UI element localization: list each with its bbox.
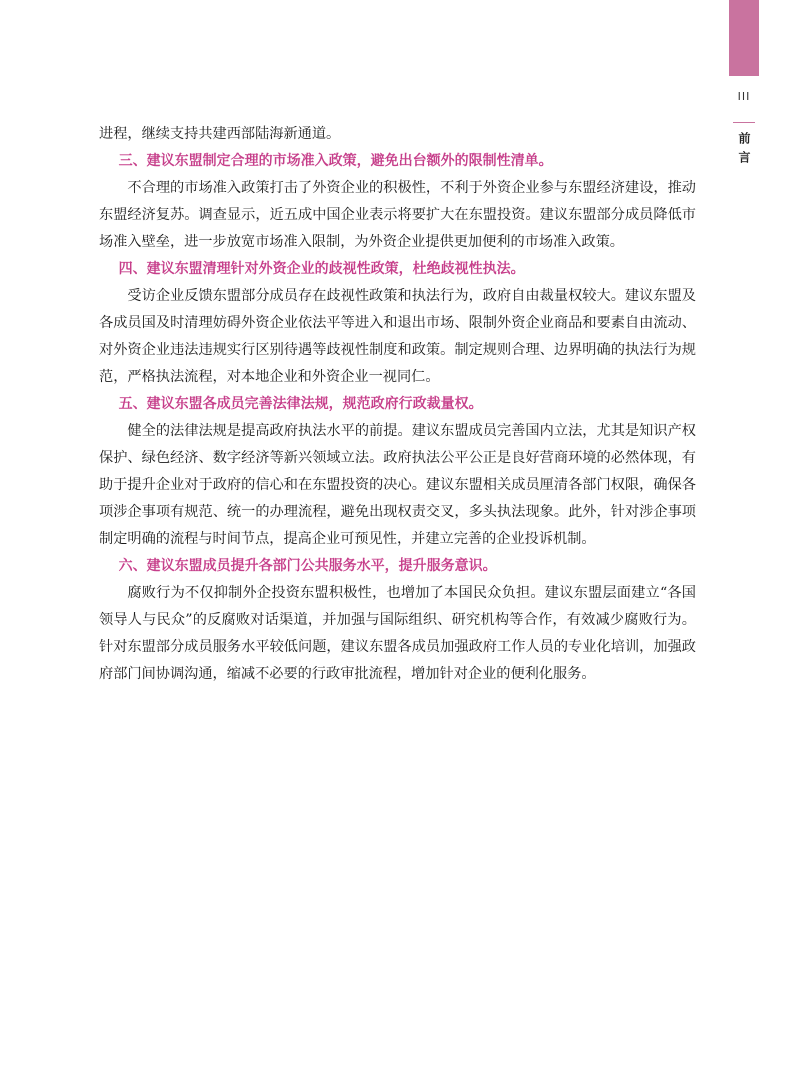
paragraph-section-3: 不合理的市场准入政策打击了外资企业的积极性，不利于外资企业参与东盟经济建设，推动东盟经济复苏。调查显示，近五成中国企业表示将要扩大在东盟投资。建议东盟部分成员降低市场准入壁垒，进一步放宽市场准入限制，为外资企业提供更加便利的市场准入政策。	[99, 180, 696, 250]
chapter-tab	[729, 0, 759, 76]
page-number: III	[737, 90, 751, 103]
paragraph-intro-tail: 进程，继续支持共建西部陆海新通道。	[99, 126, 341, 142]
document-body	[99, 121, 696, 688]
heading-section-6: 六、建议东盟成员提升各部门公共服务水平，提升服务意识。	[118, 558, 497, 574]
sidebar-divider	[733, 122, 755, 123]
paragraph-section-4: 受访企业反馈东盟部分成员存在歧视性政策和执法行为，政府自由裁量权较大。建议东盟及各成员国及时清理妨碍外资企业依法平等进入和退出市场、限制外资企业商品和要素自由流动、对外资企业违法违规实行区别待遇等歧视性制度和政策。制定规则合理、边界明确的执法行为规范，严格执法流程，对本地企业和外资企业一视同仁。	[99, 288, 696, 385]
paragraph-section-6: 腐败行为不仅抑制外企投资东盟积极性，也增加了本国民众负担。建议东盟层面建立“各国领导人与民众”的反腐败对话渠道，并加强与国际组织、研究机构等合作，有效减少腐败行为。针对东盟部分成员服务水平较低问题，建议东盟各成员加强政府工作人员的专业化培训，加强政府部门间协调沟通，缩减不必要的行政审批流程，增加针对企业的便利化服务。	[99, 585, 696, 682]
heading-section-5: 五、建议东盟各成员完善法律法规，规范政府行政裁量权。	[118, 396, 483, 412]
heading-section-4: 四、建议东盟清理针对外资企业的歧视性政策，杜绝歧视性执法。	[118, 261, 525, 277]
section-label: 前言	[737, 132, 751, 170]
heading-section-3: 三、建议东盟制定合理的市场准入政策，避免出台额外的限制性清单。	[118, 153, 553, 169]
paragraph-section-5: 健全的法律法规是提高政府执法水平的前提。建议东盟成员完善国内立法，尤其是知识产权保护、绿色经济、数字经济等新兴领域立法。政府执法公平公正是良好营商环境的必然体现，有助于提升企业对于政府的信心和在东盟投资的决心。建议东盟相关成员厘清各部门权限，确保各项涉企事项有规范、统一的办理流程，避免出现权责交叉，多头执法现象。此外，针对涉企事项制定明确的流程与时间节点，提高企业可预见性，并建立完善的企业投诉机制。	[99, 423, 696, 547]
